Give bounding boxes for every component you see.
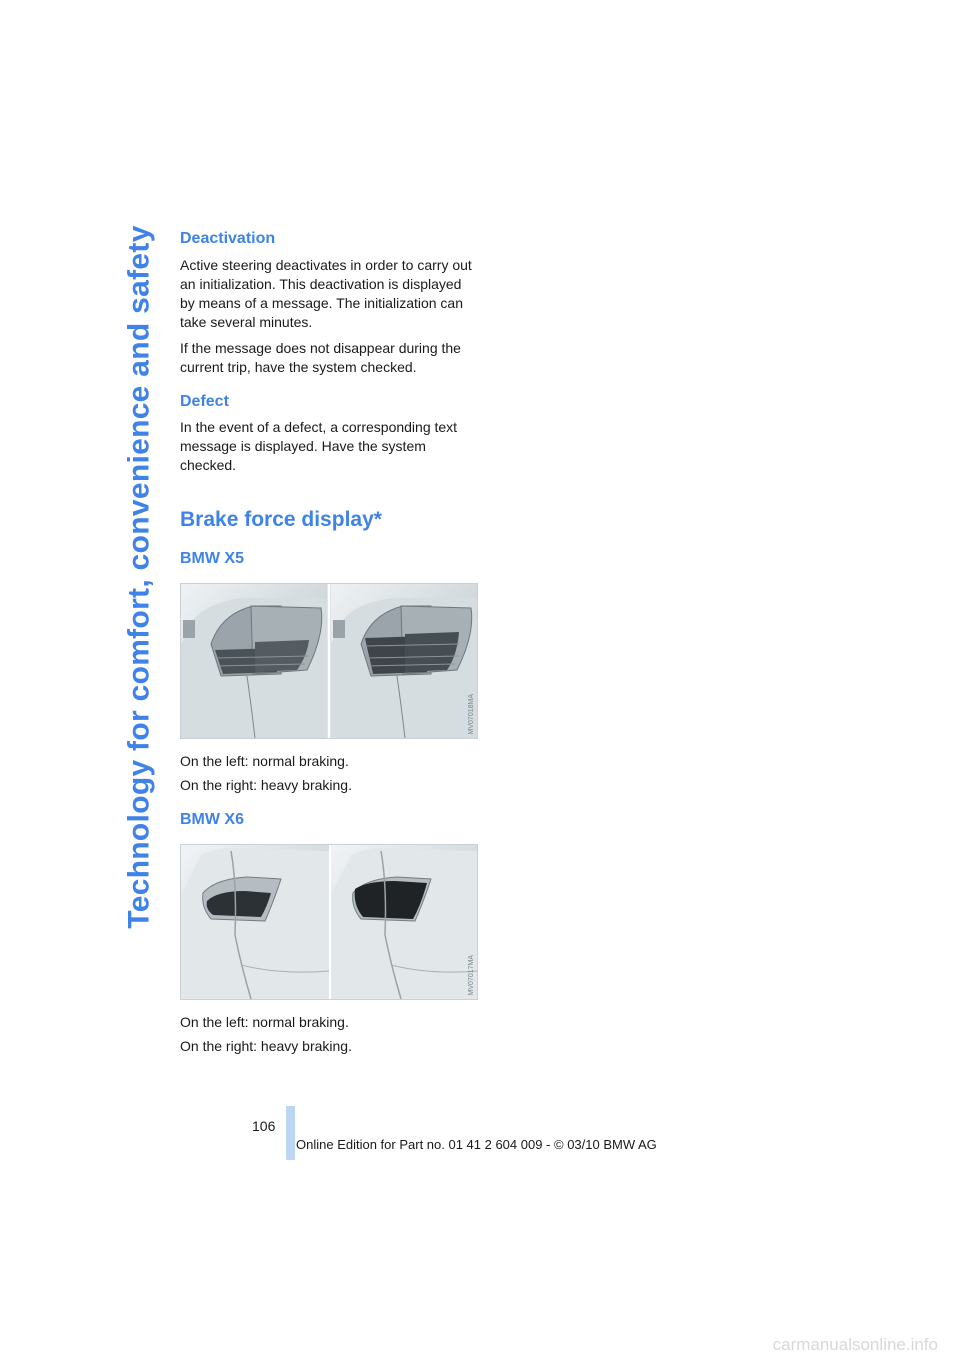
chapter-side-title-text: Technology for comfort, convenience and safety <box>123 225 156 929</box>
bmw-x6-caption-left: On the left: normal braking. <box>180 1014 349 1030</box>
bmw-x6-caption-right: On the right: heavy braking. <box>180 1038 352 1054</box>
bmw-x6-image-code: MV07017MA <box>468 954 475 995</box>
bmw-x5-brake-light-figure <box>180 583 478 739</box>
bmw-x5-brake-light-illustration <box>181 584 477 738</box>
footer-edition-text: Online Edition for Part no. 01 41 2 604 009 - © 03/10 BMW AG <box>296 1137 657 1152</box>
footer-accent-bar <box>286 1106 295 1160</box>
brake-force-heading: Brake force display* <box>180 508 382 531</box>
defect-paragraph: In the event of a defect, a corresponding text message is displayed. Have the system checked. <box>180 419 458 473</box>
deactivation-paragraph-2: If the message does not disappear during the current trip, have the system checked. <box>180 340 461 375</box>
chapter-side-title <box>116 225 164 929</box>
bmw-x5-caption-left: On the left: normal braking. <box>180 753 349 769</box>
deactivation-heading: Deactivation <box>180 230 276 247</box>
bmw-x6-brake-light-illustration <box>181 845 477 999</box>
watermark: carmanualsonline.info <box>772 1335 938 1354</box>
bmw-x5-image-code: MV07018MA <box>468 693 475 734</box>
bmw-x5-caption-right: On the right: heavy braking. <box>180 777 352 793</box>
defect-heading: Defect <box>180 393 229 410</box>
page-number: 106 <box>252 1118 276 1134</box>
bmw-x5-heading: BMW X5 <box>180 550 244 567</box>
page-content <box>180 228 480 1056</box>
deactivation-paragraph-1: Active steering deactivates in order to carry out an initialization. This deactivation is displayed by means of a message. The initialization can take several minutes. <box>180 257 472 330</box>
bmw-x6-heading: BMW X6 <box>180 811 244 828</box>
bmw-x6-brake-light-figure <box>180 844 478 1000</box>
